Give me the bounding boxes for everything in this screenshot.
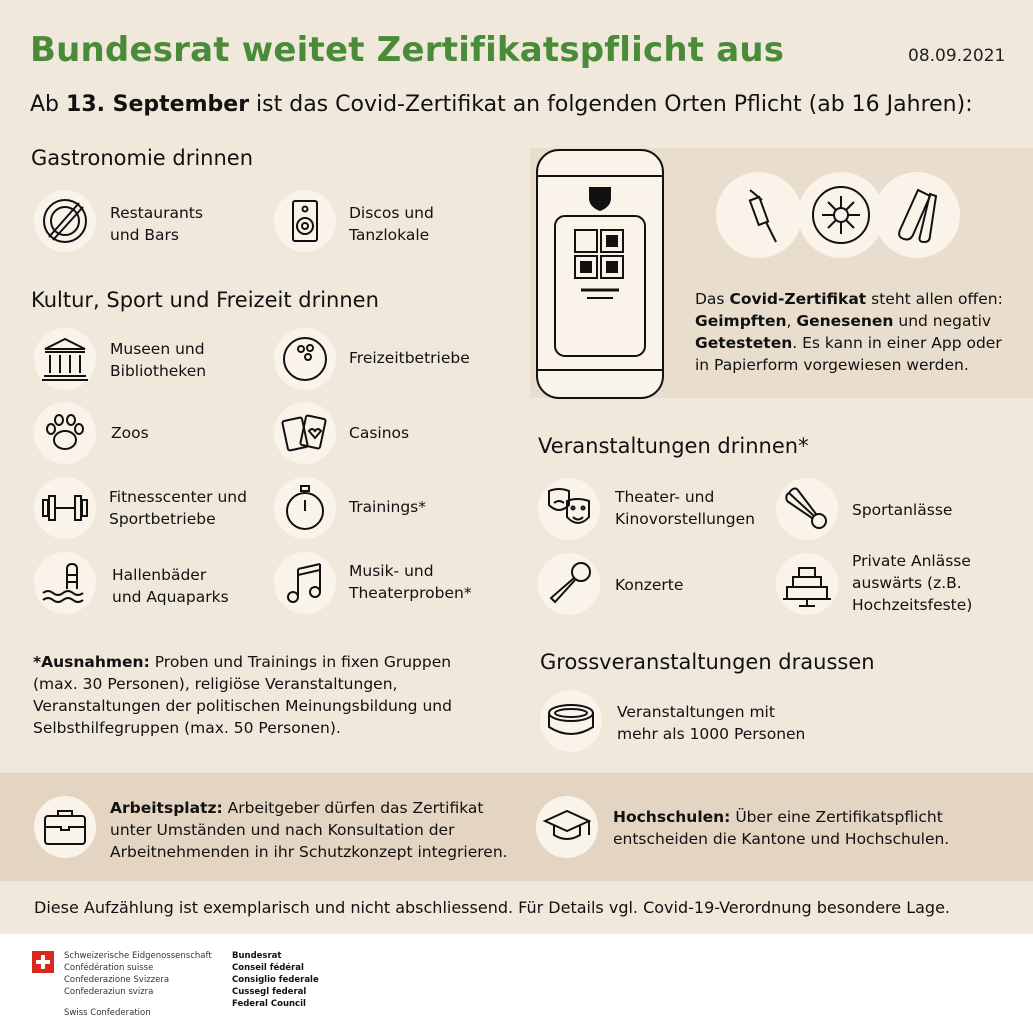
theater-masks-icon bbox=[538, 478, 600, 540]
label-konzerte: Konzerte bbox=[615, 576, 684, 594]
plate-cutlery-icon bbox=[34, 190, 96, 252]
arbeitsplatz-text: Arbeitsplatz: Arbeitgeber dürfen das Zertifikat unter Umständen und nach Konsultation der Arbeitnehmenden in ihr Schutzkonzept integrieren. bbox=[110, 799, 508, 861]
phone-certificate-icon bbox=[535, 148, 665, 404]
label-musik: Musik- und Theaterproben* bbox=[349, 562, 472, 602]
swiss-confederation: Swiss Confederation bbox=[64, 1008, 151, 1018]
label-casinos: Casinos bbox=[349, 424, 410, 442]
paw-icon bbox=[34, 402, 96, 464]
briefcase-icon bbox=[34, 796, 96, 858]
swiss-flag-icon bbox=[32, 951, 54, 973]
syringe-icon bbox=[716, 172, 802, 258]
shuttlecock-icon bbox=[776, 478, 838, 540]
label-discos: Discos und Tanzlokale bbox=[349, 204, 434, 244]
heading-gastronomie: Gastronomie drinnen bbox=[31, 146, 254, 170]
stadium-icon bbox=[540, 690, 602, 752]
label-hallenbaeder: Hallenbäder und Aquaparks bbox=[112, 566, 229, 606]
playing-cards-icon bbox=[274, 402, 336, 464]
test-tube-icon bbox=[874, 172, 960, 258]
wedding-cake-icon bbox=[776, 553, 838, 615]
label-trainings: Trainings* bbox=[349, 498, 426, 516]
museum-icon bbox=[34, 328, 96, 390]
heading-gross: Grossveranstaltungen draussen bbox=[540, 650, 875, 674]
microphone-icon bbox=[538, 553, 600, 615]
heading-veranstaltungen: Veranstaltungen drinnen* bbox=[538, 434, 809, 458]
label-fitness: Fitnesscenter und Sportbetriebe bbox=[109, 488, 247, 528]
dumbbell-icon bbox=[34, 477, 96, 539]
label-theater: Theater- und Kinovorstellungen bbox=[615, 488, 755, 528]
virus-icon bbox=[798, 172, 884, 258]
hochschulen-text: Hochschulen: Über eine Zertifikatspflicht entscheiden die Kantone und Hochschulen. bbox=[613, 808, 950, 848]
label-sportanlaesse: Sportanlässe bbox=[852, 501, 953, 519]
label-grossveranstaltungen: Veranstaltungen mit mehr als 1000 Personen bbox=[617, 703, 806, 743]
label-restaurants: Restaurants und Bars bbox=[110, 204, 203, 244]
confederation-names: Schweizerische Eidgenossenschaft Confédération suisse Confederazione Svizzera Confederaziun svizra bbox=[64, 951, 212, 997]
stopwatch-icon bbox=[274, 477, 336, 539]
subtitle: Ab 13. September ist das Covid-Zertifikat an folgenden Orten Pflicht (ab 16 Jahren): bbox=[30, 92, 973, 117]
label-freizeitbetriebe: Freizeitbetriebe bbox=[349, 349, 470, 367]
heading-kultur: Kultur, Sport und Freizeit drinnen bbox=[31, 288, 379, 312]
label-zoos: Zoos bbox=[111, 424, 149, 442]
label-private: Private Anlässe auswärts (z.B. Hochzeitsfeste) bbox=[852, 552, 973, 614]
disclaimer: Diese Aufzählung ist exemplarisch und nicht abschliessend. Für Details vgl. Covid-19-Verordnung besondere Lage. bbox=[34, 898, 950, 917]
publication-date: 08.09.2021 bbox=[908, 46, 1006, 66]
bundesrat-names: Bundesrat Conseil fédéral Consiglio federale Cussegl federal Federal Council bbox=[232, 951, 319, 1009]
certificate-info: Das Covid-Zertifikat steht allen offen: Geimpften, Genesenen und negativ Getesteten. Es kann in einer App oder in Papierform vorgewiesen werden. bbox=[695, 290, 1003, 374]
label-museen: Museen und Bibliotheken bbox=[110, 340, 207, 380]
bowling-ball-icon bbox=[274, 328, 336, 390]
graduation-cap-icon bbox=[536, 796, 598, 858]
page-title: Bundesrat weitet Zertifikatspflicht aus bbox=[30, 30, 785, 70]
speaker-icon bbox=[274, 190, 336, 252]
pool-icon bbox=[34, 552, 96, 614]
music-note-icon bbox=[274, 552, 336, 614]
exceptions-note: *Ausnahmen: Proben und Trainings in fixen Gruppen (max. 30 Personen), religiöse Veranstaltungen, Veranstaltungen der politischen Meinungsbildung und Selbsthilfegruppen (max. 50 Personen). bbox=[33, 653, 452, 737]
